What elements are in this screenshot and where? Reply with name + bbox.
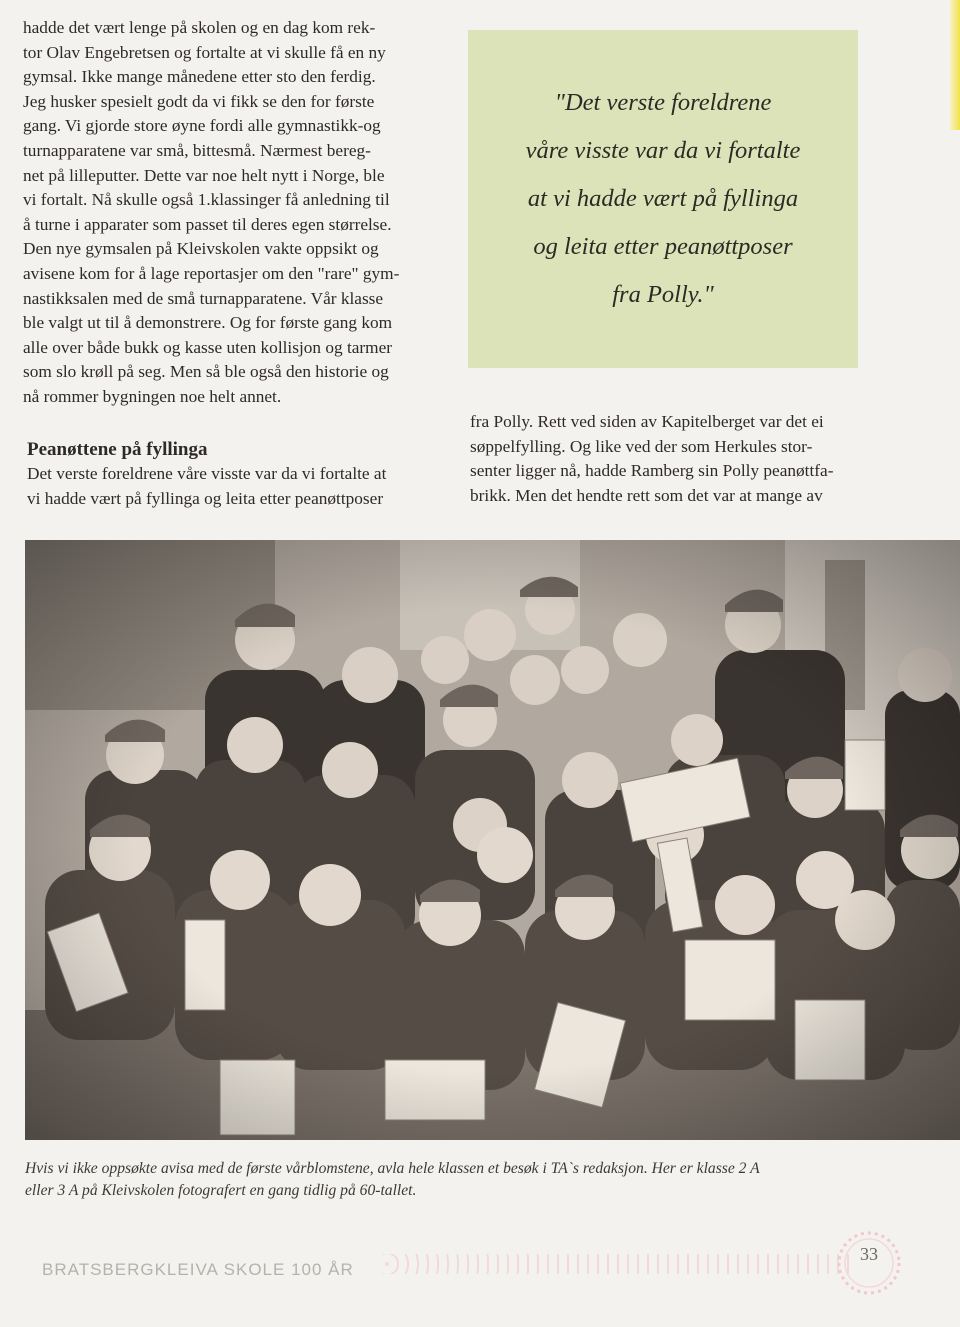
text-line: gang. Vi gjorde store øyne fordi alle gymnastikk-og <box>23 116 381 136</box>
text-line: nastikksalen med de små turnapparatene. Vår klasse <box>23 288 384 308</box>
text-line: søppelfylling. Og like ved der som Herkules stor- <box>470 436 813 456</box>
text-line: Jeg husker spesielt godt da vi fikk se den for første <box>23 91 375 111</box>
text-line: tor Olav Engebretsen og fortalte at vi skulle få en ny <box>23 42 386 62</box>
text-line: Den nye gymsalen på Kleivskolen vakte oppsikt og <box>23 239 379 259</box>
text-line: net på lilleputter. Dette var noe helt nytt i Norge, ble <box>23 165 385 185</box>
text-line: som slo krøll på seg. Men så ble også den historie og <box>23 362 389 382</box>
pull-quote-line: fra Polly." <box>612 281 714 308</box>
footer-book-title: BRATSBERGKLEIVA SKOLE 100 ÅR <box>42 1260 354 1279</box>
pull-quote-line: at vi hadde vært på fyllinga <box>527 185 799 212</box>
text-line: turnapparatene var små, bittesmå. Nærmest bereg- <box>23 140 371 160</box>
page-edge-accent <box>950 0 960 130</box>
caption-line: Hvis vi ikke oppsøkte avisa med de første vårblomstene, avla hele klassen et besøk i TA`s redaksjon. Her er klasse 2 A <box>25 1160 760 1177</box>
class-group-photo <box>25 540 960 1140</box>
pull-quote-box <box>468 30 858 368</box>
text-line: avisene kom for å lage reportasjer om den "rare" gym- <box>23 263 400 283</box>
text-line: hadde det vært lenge på skolen og en dag kom rek- <box>23 18 376 37</box>
photo-class-group-icon <box>25 540 960 1140</box>
photo-caption <box>25 1158 925 1202</box>
text-line: fra Polly. Rett ved siden av Kapitelberget var det ei <box>470 412 824 431</box>
text-line: vi hadde vært på fyllinga og leita etter peanøttposer <box>27 488 384 508</box>
pull-quote-line: "Det verste foreldrene <box>554 89 772 116</box>
text-line: vi fortalt. Nå skulle også 1.klassinger få anledning til <box>23 190 390 210</box>
footer-ornament-band <box>382 1254 852 1274</box>
body-text-left-bottom <box>27 438 437 511</box>
text-line: ble valgt ut til å demonstrere. Og for første gang kom <box>23 313 393 333</box>
text-line: senter ligger nå, hadde Ramberg sin Polly peanøttfa- <box>470 461 834 481</box>
pull-quote-line: våre visste var da vi fortalte <box>525 137 801 164</box>
text-line: gymsal. Ikke mange månedene etter sto den ferdig. <box>23 67 376 87</box>
page-number: 33 <box>860 1244 878 1264</box>
text-line: Det verste foreldrene våre visste var da vi fortalte at <box>27 464 387 483</box>
page-number-badge <box>832 1226 906 1300</box>
text-line: å turne i apparater som passet til deres egen størrelse. <box>23 214 392 234</box>
pull-quote-line: og leita etter peanøttposer <box>533 233 793 260</box>
text-line: alle over både bukk og kasse uten kollisjon og tarmer <box>23 337 393 357</box>
section-heading: Peanøttene på fyllinga <box>27 439 208 460</box>
body-text-right <box>470 410 890 508</box>
text-line: brikk. Men det hendte rett som det var at mange av <box>470 485 823 505</box>
body-text-left-top <box>23 16 433 410</box>
text-line: nå rommer bygningen noe helt annet. <box>23 386 282 406</box>
caption-line: eller 3 A på Kleivskolen fotografert en gang tidlig på 60-tallet. <box>25 1182 417 1199</box>
